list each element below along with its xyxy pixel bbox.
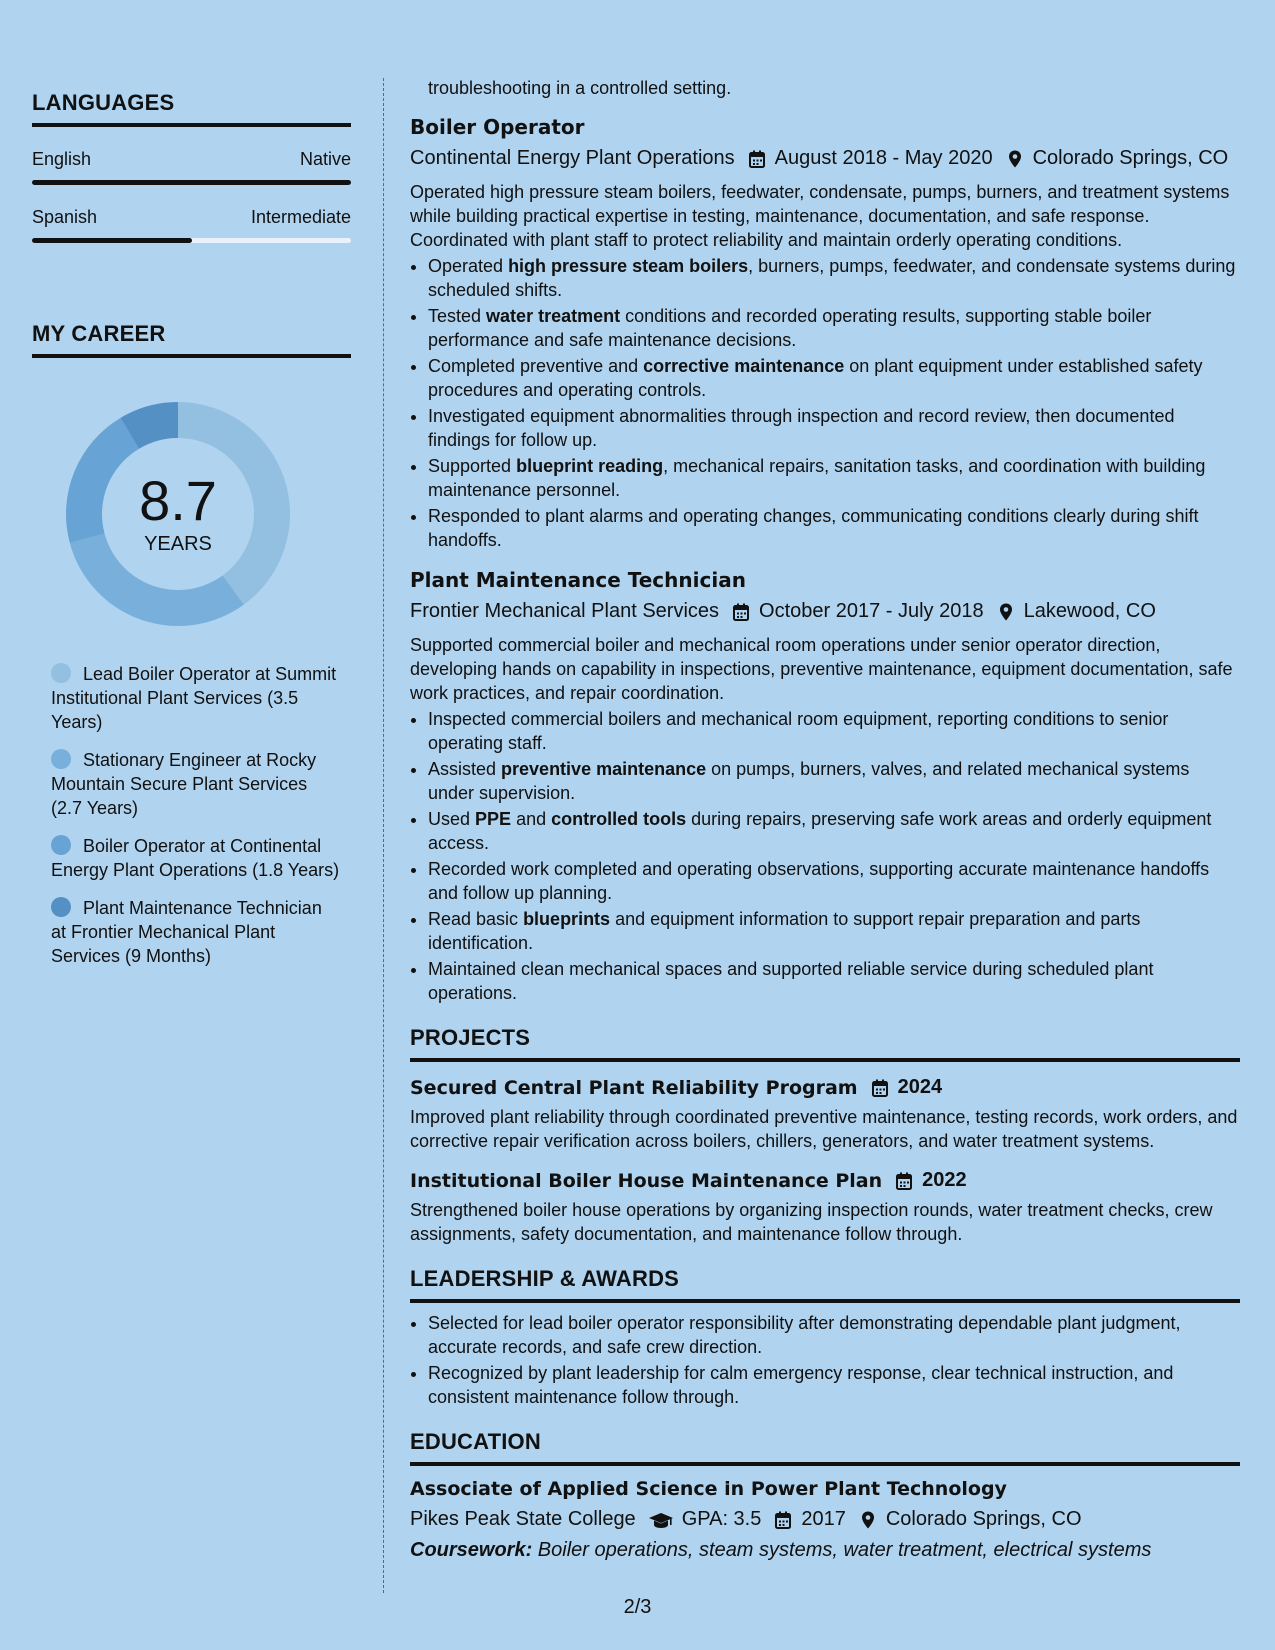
job-location: Lakewood, CO [1023,600,1156,622]
job-title: Plant Maintenance Technician [410,568,746,592]
job-entry [410,568,1240,1005]
career-legend-item [51,834,341,882]
location-pin-icon [1005,149,1025,169]
project-name: Secured Central Plant Reliability Program [410,1076,858,1099]
education-title: EDUCATION [410,1429,1240,1466]
job-description: Operated high pressure steam boilers, feedwater, condensate, pumps, burners, and treatment systems while building practical expertise in testing, maintenance, documentation, and safe response. Coordinated with plant staff to protect reliability and maintain orderly operating conditions. [410,182,1230,250]
coursework [410,1539,1240,1562]
legend-label: Lead Boiler Operator at Summit Institutional Plant Services (3.5 Years) [51,664,337,732]
job-bullet: • Responded to plant alarms and operating changes, communicating conditions clearly during shift handoffs. [428,504,1240,552]
career-total-years: 8.7 [139,468,217,532]
column-divider [383,78,384,1593]
calendar-icon [731,602,751,622]
job-bullet: • Investigated equipment abnormalities through inspection and record review, then documented findings for follow up. [428,404,1240,452]
project-entry [410,1169,1240,1246]
language-level: Native [299,149,351,169]
graduation-year: 2017 [801,1508,846,1530]
left-column [32,90,351,982]
job-bullet: • Assisted preventive maintenance on pumps, burners, valves, and related mechanical systems under supervision. [428,757,1240,805]
projects-section [410,1025,1240,1246]
leadership-title: LEADERSHIP & AWARDS [410,1266,1240,1303]
job-bullet: • Used PPE and controlled tools during repairs, preserving safe work areas and orderly equipment access. [428,807,1240,855]
job-bullets [410,254,1240,552]
legend-label: Stationary Engineer at Rocky Mountain Secure Plant Services (2.7 Years) [51,750,317,818]
legend-label: Plant Maintenance Technician at Frontier Mechanical Plant Services (9 Months) [51,898,322,966]
career-donut-chart [66,402,290,626]
language-level-bar [32,180,351,185]
career-title: MY CAREER [32,321,351,358]
job-bullet: • Inspected commercial boilers and mechanical room equipment, reporting conditions to senior operating staff. [428,707,1240,755]
project-name: Institutional Boiler House Maintenance Plan [410,1169,883,1192]
job-bullet: • Completed preventive and corrective maintenance on plant equipment under established safety procedures and operating controls. [428,354,1240,402]
job-entry [410,115,1240,552]
legend-label: Boiler Operator at Continental Energy Plant Operations (1.8 Years) [51,836,340,880]
language-level: Intermediate [250,207,351,227]
legend-dot [51,663,71,683]
education-meta [410,1508,1240,1531]
project-entry [410,1076,1240,1153]
gpa: GPA: 3.5 [681,1508,762,1530]
location-pin-icon [996,602,1016,622]
leadership-bullet: • Recognized by plant leadership for calm emergency response, clear technical instruction, and consistent maintenance follow through. [428,1361,1240,1409]
career-legend-item [51,662,341,734]
legend-dot [51,749,71,769]
project-description: Improved plant reliability through coordinated preventive maintenance, testing records, work orders, and corrective repair verification across boilers, chillers, generators, and water treatment systems. [410,1107,1238,1151]
language-item [32,207,351,243]
legend-dot [51,897,71,917]
career-legend [51,662,341,968]
job-bullet: • Recorded work completed and operating observations, supporting accurate maintenance handoffs and follow up planning. [428,857,1240,905]
graduation-cap-icon [648,1510,674,1530]
job-bullet: • Supported blueprint reading, mechanical repairs, sanitation tasks, and coordination with building maintenance personnel. [428,454,1240,502]
school-name: Pikes Peak State College [410,1508,636,1530]
language-name: Spanish [32,207,98,227]
job-bullet: • Tested water treatment conditions and recorded operating results, supporting stable boiler performance and safe maintenance decisions. [428,304,1240,352]
continued-bullet-text: troubleshooting in a controlled setting. [428,78,732,98]
job-bullet: • Operated high pressure steam boilers, burners, pumps, feedwater, and condensate systems during scheduled shifts. [428,254,1240,302]
calendar-icon [894,1171,914,1191]
degree-title: Associate of Applied Science in Power Plant Technology [410,1478,1007,1500]
calendar-icon [747,149,767,169]
language-level-fill [32,238,192,243]
project-description: Strengthened boiler house operations by organizing inspection rounds, water treatment checks, crew assignments, safety documentation, and maintenance follow through. [410,1200,1213,1244]
project-year: 2022 [922,1169,967,1191]
job-dates: October 2017 - July 2018 [759,600,984,622]
job-title: Boiler Operator [410,115,585,139]
job-bullet: • Read basic blueprints and equipment information to support repair preparation and parts identification. [428,907,1240,955]
languages-title: LANGUAGES [32,90,351,127]
coursework-label: Coursework: [410,1539,533,1561]
location-pin-icon [858,1510,878,1530]
job-meta [410,600,1240,623]
leadership-bullets [410,1311,1240,1409]
project-year: 2024 [897,1076,943,1098]
coursework-list: Boiler operations, steam systems, water treatment, electrical systems [532,1539,1152,1561]
language-level-fill [32,180,351,185]
right-column [410,78,1240,1562]
job-location: Colorado Springs, CO [1032,147,1229,169]
language-level-bar [32,238,351,243]
leadership-bullet: • Selected for lead boiler operator responsibility after demonstrating dependable plant judgment, accurate records, and safe crew direction. [428,1311,1240,1359]
job-bullet: • Maintained clean mechanical spaces and supported reliable service during scheduled plant operations. [428,957,1240,1005]
page-number: 2/3 [623,1596,652,1618]
leadership-section [410,1266,1240,1409]
calendar-icon [773,1510,793,1530]
legend-dot [51,835,71,855]
job-company: Frontier Mechanical Plant Services [410,600,720,622]
education-section [410,1429,1240,1562]
job-bullets [410,707,1240,1005]
projects-title: PROJECTS [410,1025,1240,1062]
job-company: Continental Energy Plant Operations [410,147,735,169]
school-location: Colorado Springs, CO [885,1508,1082,1530]
career-legend-item [51,748,341,820]
job-dates: August 2018 - May 2020 [774,147,993,169]
job-description: Supported commercial boiler and mechanical room operations under senior operator direction, developing hands on capability in inspections, preventive maintenance, equipment documentation, safe work practices, and repair coordination. [410,635,1233,703]
calendar-icon [870,1078,890,1098]
job-meta [410,147,1240,170]
career-years-label: YEARS [144,532,212,555]
language-name: English [32,149,92,169]
language-item [32,149,351,185]
career-legend-item [51,896,341,968]
